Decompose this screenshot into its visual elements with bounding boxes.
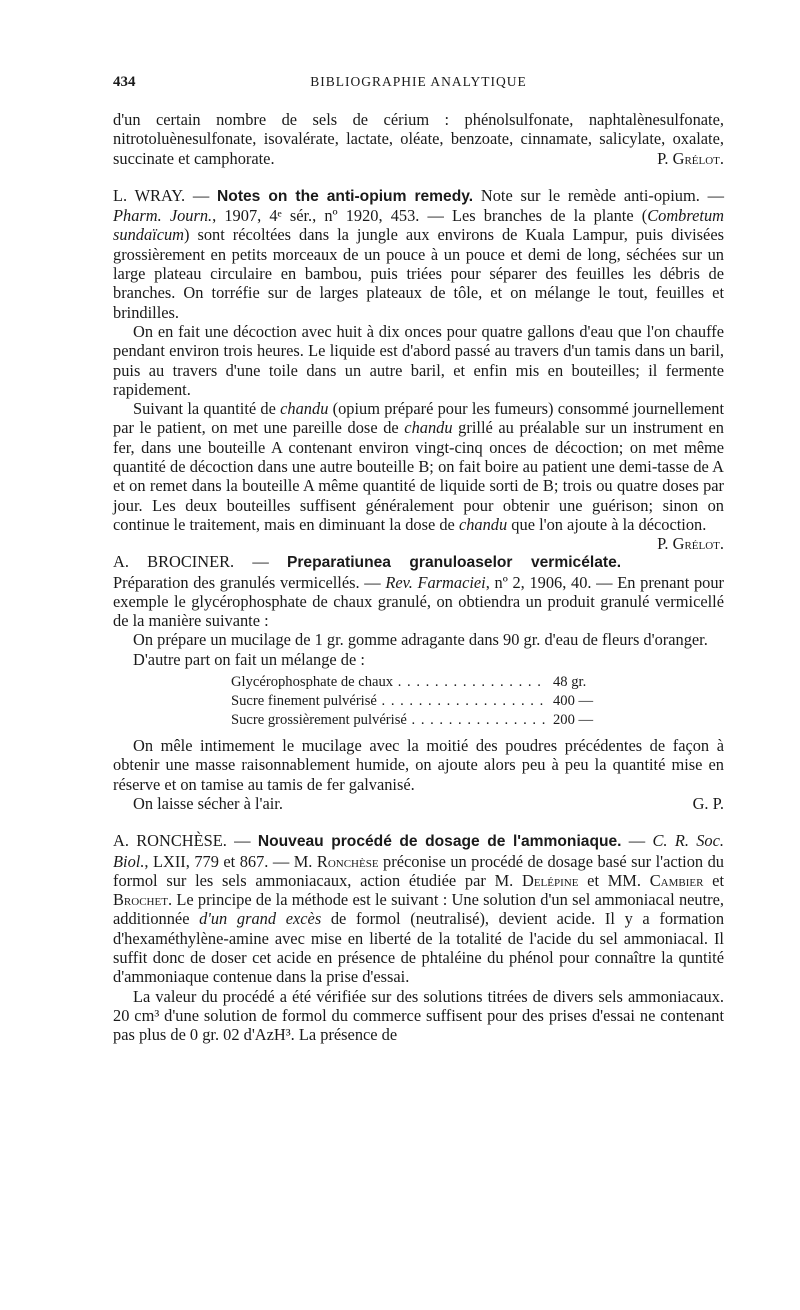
author: A. RONCHÈSE. bbox=[113, 831, 227, 851]
ingredient-quantity: 200 — bbox=[553, 712, 594, 729]
ingredient-quantity: 400 — bbox=[553, 693, 594, 710]
paragraph-text: . Le principe de la méthode est le suivant : Une solution d'un sel ammoniacal neutre, additionnée bbox=[113, 890, 724, 929]
signature: P. Grélot. bbox=[657, 534, 724, 554]
article-title: Preparatiunea granuloaselor vermicélate. bbox=[286, 554, 622, 572]
reference-text: , LXII, 779 et 867. — M. bbox=[144, 851, 317, 871]
reference-text: — bbox=[621, 831, 653, 851]
ingredient-name: Sucre grossièrement pulvérisé . . . bbox=[231, 711, 547, 730]
person-name: Cambier bbox=[649, 870, 704, 890]
article-brociner-p3: D'autre part on fait un mélange de : bbox=[133, 649, 365, 669]
article-ronchese-p1: A. RONCHÈSE. — Nouveau procédé de dosage de l'ammoniaque. — C. R. Soc. Biol., LXII, 779 et 867. — M. Ronchèse préconise un procédé de dosage basé sur l'action du formol sur les sels ammoniacaux, action étudiée par M. Delépine et MM. Cambier et Brochet. Le principe de la méthode est le suivant : Une solution d'un sel ammoniacal neutre, additionnée d'un grand excès de formol (neutralisé), devient acide. Il y a formation d'hexaméthylène-amine avec mise en liberté de la totalité de l'acide du sel ammoniacal. Il suffit donc de doser cet acide en présence de phtaléine du phénol pour connaître la quntité d'ammoniaque contenue dans la prise d'essai. bbox=[113, 831, 725, 987]
paragraph-text: et bbox=[703, 870, 724, 890]
emphasis-text: d'un grand excès bbox=[199, 909, 322, 929]
paragraph-text: de formol (neutralisé), devient acide. Il y a formation d'hexaméthylène-amine avec mise en liberté de la totalité de l'acide du sel ammoniacal. Il suffit donc de doser cet acide en présence de phtaléine du phénol pour connaître la quntité d'ammoniaque contenue dans la prise d'essai. bbox=[113, 909, 725, 987]
author: A. BROCINER. bbox=[113, 552, 235, 572]
author: L. WRAY. bbox=[113, 185, 186, 205]
paragraph-text: et MM. bbox=[578, 870, 650, 890]
paragraph-text: grillé au préalable sur un instrument en fer, dans une bouteille A contenant environ vingt-cinq onces de décoction; on met même quantité de décoction dans une autre bouteille B; on fait boire au patient une demi-tasse de A et on remet dans la bouteille A même quantité de liquide sorti de B; trois ou quatre doses par jour. Les deux bouteilles suffisent généralement pour obtenir une guérison; sinon on continue le traitement, mais en diminuant la dose de bbox=[113, 418, 724, 534]
person-name: Brochet bbox=[113, 890, 168, 910]
ingredient-name: Sucre finement pulvérisé . . . bbox=[231, 692, 547, 711]
person-name: Ronchèse bbox=[316, 851, 379, 871]
page-header bbox=[113, 74, 724, 96]
term-chandu: chandu bbox=[458, 514, 508, 534]
reference-text: , 1907, 4ᵉ sér., nº 1920, 453. — Les branches de la plante ( bbox=[212, 206, 648, 226]
paragraph-text: ) sont récoltées dans la jungle aux environs de Kuala Lampur, puis divisées grossièrement en petits morceaux de un pouce à un pouce et demi de long, séchées sur un large plateau circulaire en bambou, puis triées pour séparer des feuilles les débris de branches. On torréfie sur de larges plateaux de tôle, et on mélange le tout, feuilles et brindilles. bbox=[113, 225, 724, 322]
signature: P. Grélot. bbox=[657, 148, 724, 168]
term-chandu: chandu bbox=[404, 418, 453, 438]
person-name: Delépine bbox=[522, 870, 579, 890]
page-number: 434 bbox=[113, 74, 136, 90]
recipe-table bbox=[231, 673, 611, 730]
ingredient-quantity: 48 gr. bbox=[553, 674, 587, 691]
ingredient-name: Glycérophosphate de chaux . . . bbox=[231, 673, 547, 692]
journal-name: C. R. Soc. Biol. bbox=[113, 831, 724, 871]
paragraph-text: que l'on ajoute à la décoction. bbox=[507, 514, 707, 534]
article-brociner-p1: A. BROCINER. — Preparatiunea granuloaselor vermicélate. Préparation des granulés vermicellés. — Rev. Farmaciei, nº 2, 1906, 40. — En prenant pour exemple le glycérophosphate de chaux granulé, on obtiendra un produit granulé vermicellé de la manière suivante : bbox=[113, 552, 724, 631]
recipe-row bbox=[231, 711, 611, 730]
reference-text: , nº 2, 1906, 40. — En prenant pour exemple le glycérophosphate de chaux granulé, on obtiendra un produit granulé vermicellé de la manière suivante : bbox=[113, 572, 724, 631]
term-chandu: chandu bbox=[280, 399, 329, 419]
intro-paragraph bbox=[113, 110, 724, 168]
paragraph-text: préconise un procédé de dosage basé sur l'action du formol sur les sels ammoniacaux, action étudiée par M. bbox=[113, 851, 724, 890]
running-title: BIBLIOGRAPHIE ANALYTIQUE bbox=[310, 74, 527, 89]
recipe-row bbox=[231, 673, 611, 692]
article-title: Notes on the anti-opium remedy. bbox=[217, 187, 474, 205]
recipe-row bbox=[231, 692, 611, 711]
paragraph-text: On laisse sécher à l'air. bbox=[133, 793, 283, 813]
article-brociner-p5 bbox=[113, 794, 724, 813]
species-name: Combretum sundaïcum bbox=[113, 206, 724, 245]
paragraph-text: (opium préparé pour les fumeurs) consommé journellement par le patient, on met une pareille dose de bbox=[113, 399, 725, 438]
article-title: Nouveau procédé de dosage de l'ammoniaque. bbox=[257, 833, 622, 851]
article-brociner-p2: On prépare un mucilage de 1 gr. gomme adragante dans 90 gr. d'eau de fleurs d'oranger. bbox=[133, 630, 708, 650]
journal-name: Pharm. Journ. bbox=[113, 206, 213, 226]
reference-text: Préparation des granulés vermicellés. — bbox=[113, 572, 386, 592]
journal-name: Rev. Farmaciei bbox=[385, 572, 486, 592]
article-brociner-p4: On mêle intimement le mucilage avec la moitié des poudres précédentes de façon à obtenir une masse raisonnablement humide, on ajoute alors peu à peu la quantité mise en réserve et on tamise au tamis de fer galvanisé. bbox=[113, 736, 724, 794]
article-ronchese-p2: La valeur du procédé a été vérifiée sur des solutions titrées de divers sels ammoniacaux. 20 cm³ d'une solution de formol du commerce suffisent pour des prises d'essai ne contenant pas plus de 0 gr. 02 d'AzH³. La présence de bbox=[113, 986, 724, 1045]
intro-text: d'un certain nombre de sels de cérium : phénolsulfonate, naphtalènesulfonate, nitrotoluènesulfonate, isovalérate, lactate, oléate, benzoate, cinnamate, salicylate, oxalate, succinate et camphorate. bbox=[113, 110, 724, 168]
signature: G. P. bbox=[692, 793, 724, 813]
paragraph-text: Suivant la quantité de bbox=[133, 399, 281, 419]
reference-text: Note sur le remède anti-opium. — bbox=[480, 185, 724, 205]
page bbox=[113, 74, 724, 1044]
article-wray-p3 bbox=[113, 399, 725, 554]
article-wray-p1: L. WRAY. — Notes on the anti-opium remedy. Note sur le remède anti-opium. — Pharm. Journ., 1907, 4ᵉ sér., nº 1920, 453. — Les branches de la plante (Combretum sundaïcum) sont récoltées dans la jungle aux environs de Kuala Lampur, puis divisées grossièrement en petits morceaux de un pouce à un pouce et demi de long, séchées sur un large plateau circulaire en bambou, puis triées pour séparer des feuilles les débris de branches. On torréfie sur de larges plateaux de tôle, et on mélange le tout, feuilles et brindilles. bbox=[113, 185, 724, 322]
article-wray-p2: On en fait une décoction avec huit à dix onces pour quatre gallons d'eau que l'on chauffe pendant environ trois heures. Le liquide est d'abord passé au travers d'un tamis dans un baril, puis au travers d'une toile dans un autre baril, et enfin mis en bouteilles; il fermente rapidement. bbox=[113, 321, 724, 399]
